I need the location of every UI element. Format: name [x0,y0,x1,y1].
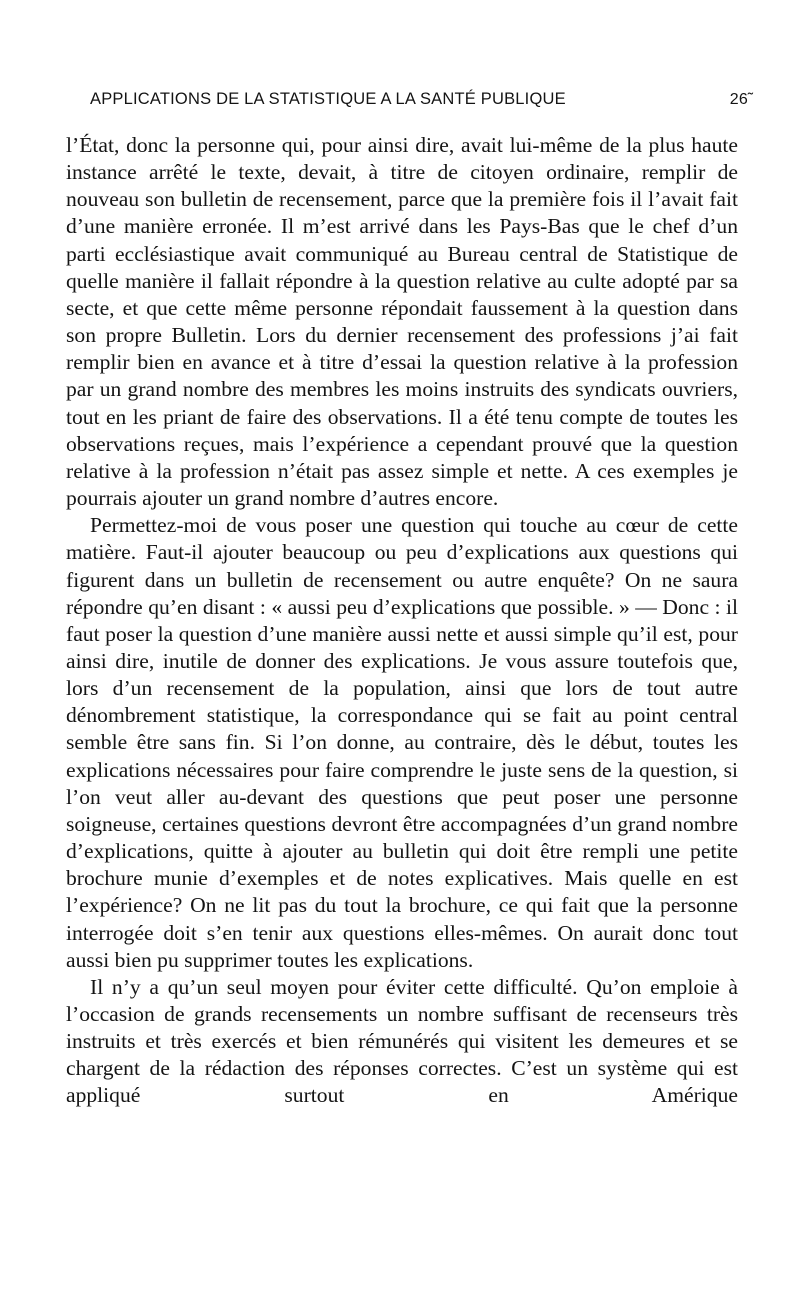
paragraph-1: l’État, donc la personne qui, pour ainsi dire, avait lui-même de la plus haute instance arrêté le texte, devait, à titre de citoyen ordinaire, remplir de nouveau son bulletin de recensement, parce que la première fois il l’avait fait d’une manière erronée. Il m’est arrivé dans les Pays-Bas que le chef d’un parti ecclésiastique avait communiqué au Bureau central de Statistique de quelle manière il fallait répondre à la question relative au culte adopté par sa secte, et que cette même personne répondait faussement à la question dans son propre Bulletin. Lors du dernier recensement des professions j’ai fait remplir bien en avance et à titre d’essai la question relative à la profession par un grand nombre des membres les moins instruits des syndicats ouvriers, tout en les priant de faire des observations. Il a été tenu compte de toutes les observations reçues, mais l’expérience a cependant prouvé que la question relative à la profession n’était pas assez simple et nette. A ces exemples je pourrais ajouter un grand nombre d’autres encore. [66,133,738,511]
paragraph-3: Il n’y a qu’un seul moyen pour éviter cette difficulté. Qu’on emploie à l’occasion de grands recensements un nombre suffisant de recenseurs très instruits et très exercés et bien rémunérés qui visitent les demeures et se chargent de la rédaction des réponses correctes. C’est un système qui est appliqué surtout en Amérique [66,974,738,1108]
page-number: 26̃ [729,91,748,108]
running-title: APPLICATIONS DE LA STATISTIQUE A LA SANTÉ PUBLIQUE [90,90,566,108]
paragraph-2: Permettez-moi de vous poser une question qui touche au cœur de cette matière. Faut-il ajouter beaucoup ou peu d’explications aux questions qui figurent dans un bulletin de recensement ou autre enquête? On ne saura répondre qu’en disant : « aussi peu d’explications que possible. » — Donc : il faut poser la question d’une manière aussi nette et aussi simple qu’il est, pour ainsi dire, inutile de donner des explications. Je vous assure toutefois que, lors d’un recensement de la population, ainsi que lors de tout autre dénombrement statistique, la correspondance qui se fait au point central semble être sans fin. Si l’on donne, au contraire, dès le début, toutes les explications nécessaires pour faire comprendre le juste sens de la question, si l’on veut aller au-devant des questions que peut poser une personne soigneuse, certaines questions devront être accompagnées d’un grand nombre d’explications, quitte à ajouter au bulletin qui doit être rempli une petite brochure munie d’exemples et de notes explicatives. Mais quelle en est l’expérience? On ne lit pas du tout la brochure, ce qui fait que la personne interrogée doit s’en tenir aux questions elles-mêmes. On aurait donc tout aussi bien pu supprimer toutes les explications. [66,513,738,972]
body-text [66,132,738,1110]
running-header [90,90,748,120]
book-page [66,90,748,1110]
